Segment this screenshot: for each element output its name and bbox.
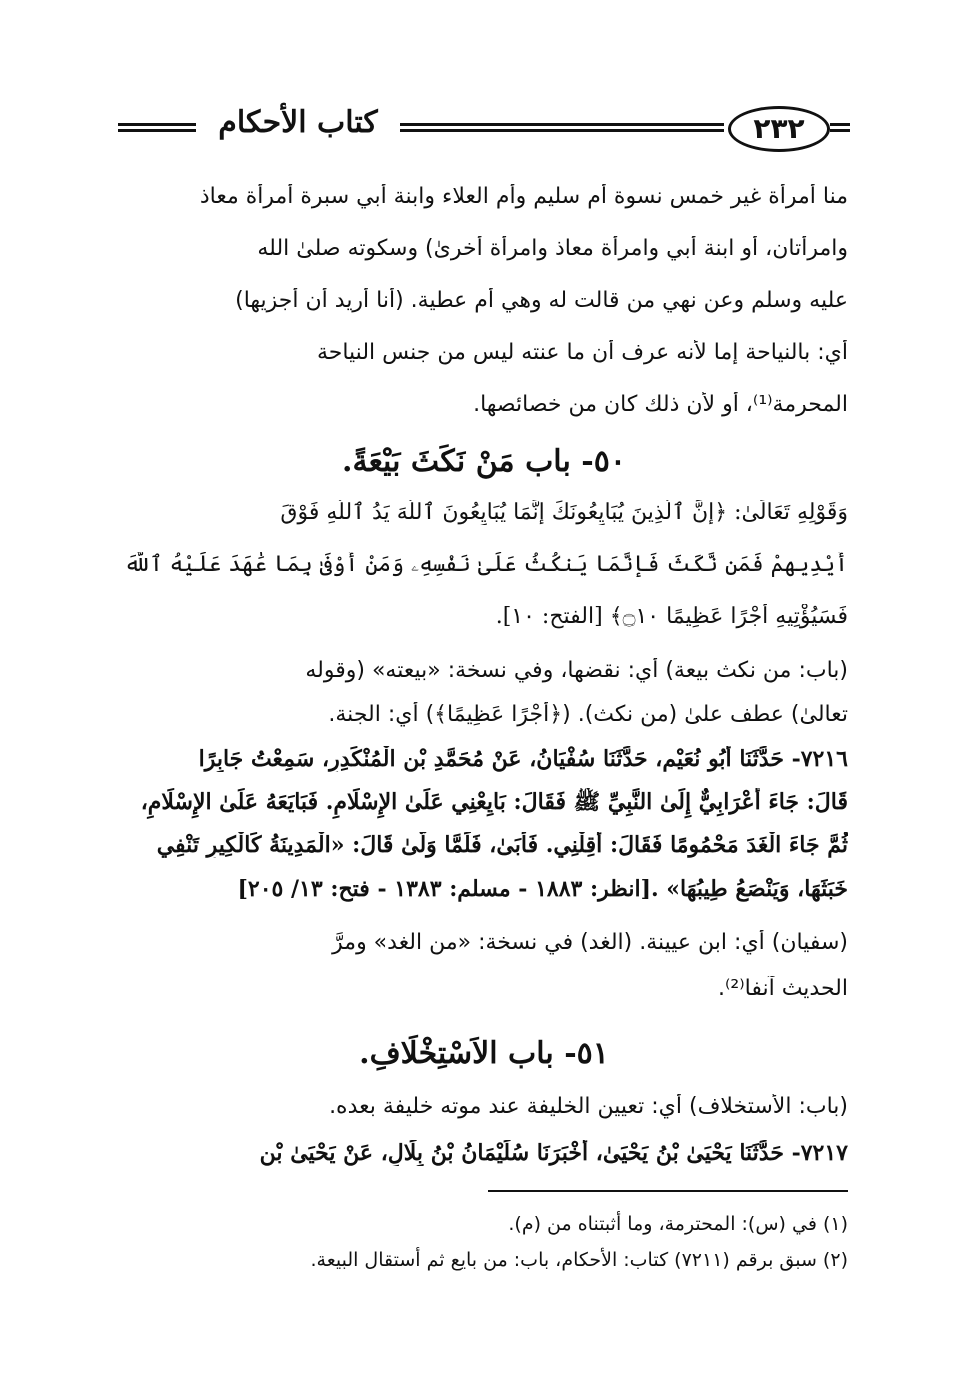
page-header xyxy=(118,100,850,156)
verse-line: فَسَيُؤْتِيهِ أَجْرًا عَظِيمًا ۝١٠﴾ [الفتح: ١٠]. xyxy=(495,604,848,629)
hadith-line: خَبَثَهَا، وَيَنْصَعُ طِيبُهَا» .[انظر: ١٨٨٣ - مسلم: ١٣٨٣ - فتح: ١٣/ ٢٠٥] xyxy=(237,876,848,902)
hadith-line: ٧٢١٦- حَدَّثَنَا أَبُو نُعَيْمٍ، حَدَّثَنَا سُفْيَانُ، عَنْ مُحَمَّدِ بْنِ الْمُنْكَدِرِ، سَمِعْتُ جَابِرًا xyxy=(198,746,848,772)
page-number: ٢٣٢ xyxy=(728,106,830,152)
footnote: (١) في (س): المحترمة، وما أثبتناه من (م). xyxy=(508,1213,848,1235)
text-line: أي: بالنياحة إما لأنه عرف أن ما عنته ليس من جنس النياحة xyxy=(316,340,848,365)
hadith-line: ٧٢١٧- حَدَّثَنَا يَحْيَىٰ بْنُ يَحْيَىٰ، أَخْبَرَنَا سُلَيْمَانُ بْنُ بِلَالٍ، عَنْ يَحْيَىٰ بْنِ xyxy=(259,1140,848,1166)
text-line: منا أمرأة غير خمس نسوة أم سليم وأم العلاء وابنة أبي سبرة أمرأة معاذ xyxy=(199,184,848,209)
header-rule-right xyxy=(830,123,850,132)
text-line: المحرمة⁽¹⁾، أو لأن ذلك كان من خصائصها. xyxy=(473,392,848,417)
header-rule-left xyxy=(118,123,196,132)
hadith-line: قَالَ: جَاءَ أَعْرَابِيٌّ إِلَىٰ النَّبِيِّ ﷺ فَقَالَ: بَايِعْنِي عَلَىٰ الإِسْلَامِ. فَبَايَعَهُ عَلَىٰ الإِسْلَامِ، xyxy=(140,789,848,815)
footnote-divider xyxy=(488,1190,848,1192)
text-line: عليه وسلم وعن نهي من قالت له وهي أم عطية. (أنا أريد أن أجزيها) xyxy=(235,288,848,313)
footnote: (٢) سبق برقم (٧٢١١) كتاب: الأحكام، باب: من بايع ثم أستقال البيعة. xyxy=(310,1249,848,1271)
section-heading: ٥١- باب الاَسْتِخْلَافِ. xyxy=(359,1036,609,1071)
text-line: (باب: الأستخلاف) أي: تعيين الخليفة عند موته خليفة بعده. xyxy=(329,1094,848,1119)
text-line: وامرأتان، أو ابنة أبي وامرأة معاذ وامرأة أخرىٰ) وسكوته صلىٰ الله xyxy=(257,236,848,261)
text-line: (باب: من نكث بيعة) أي: نقضها، وفي نسخة: «بيعته» (وقوله xyxy=(305,658,848,683)
text-line: تعالىٰ) عطف علىٰ (من نكث). (﴿أَجْرًا عَظِيمًا﴾) أي: الجنة. xyxy=(328,702,848,727)
footnotes xyxy=(120,1206,848,1278)
hadith-line: ثُمَّ جَاءَ الْغَدَ مَحْمُومًا فَقَالَ: أَقِلْنِي. فَأَبَىٰ، فَلَمَّا وَلَّىٰ قَالَ: «الْمَدِينَةُ كَالْكِيرِ تَنْفِي xyxy=(156,832,848,858)
section-heading: ٥٠- باب مَنْ نَكَثَ بَيْعَةً. xyxy=(342,444,626,479)
text-line: (سفيان) أي: ابن عيينة. (الغد) في نسخة: «من الغد» ومرَّ xyxy=(332,930,848,955)
text-line: الحديث آنفا⁽²⁾. xyxy=(718,976,848,1001)
book-title: كتاب الأحكام xyxy=(218,105,378,140)
verse-line: أَيْدِيهِمْ فَمَن نَّكَثَ فَإِنَّمَا يَنكُثُ عَلَىٰ نَفْسِهِۦ وَمَنْ أَوْفَىٰ بِمَا عَٰهَدَ عَلَيْهُ ٱللَّهَ xyxy=(124,552,848,577)
header-rule-middle xyxy=(400,123,724,132)
verse-line: وَقَوْلِهِ تَعَالَىٰ: ﴿إِنَّ ٱلَّذِينَ يُبَايِعُونَكَ إِنَّمَا يُبَايِعُونَ ٱللَّهَ يَدُ ٱللَّهِ فَوْقَ xyxy=(280,500,848,525)
